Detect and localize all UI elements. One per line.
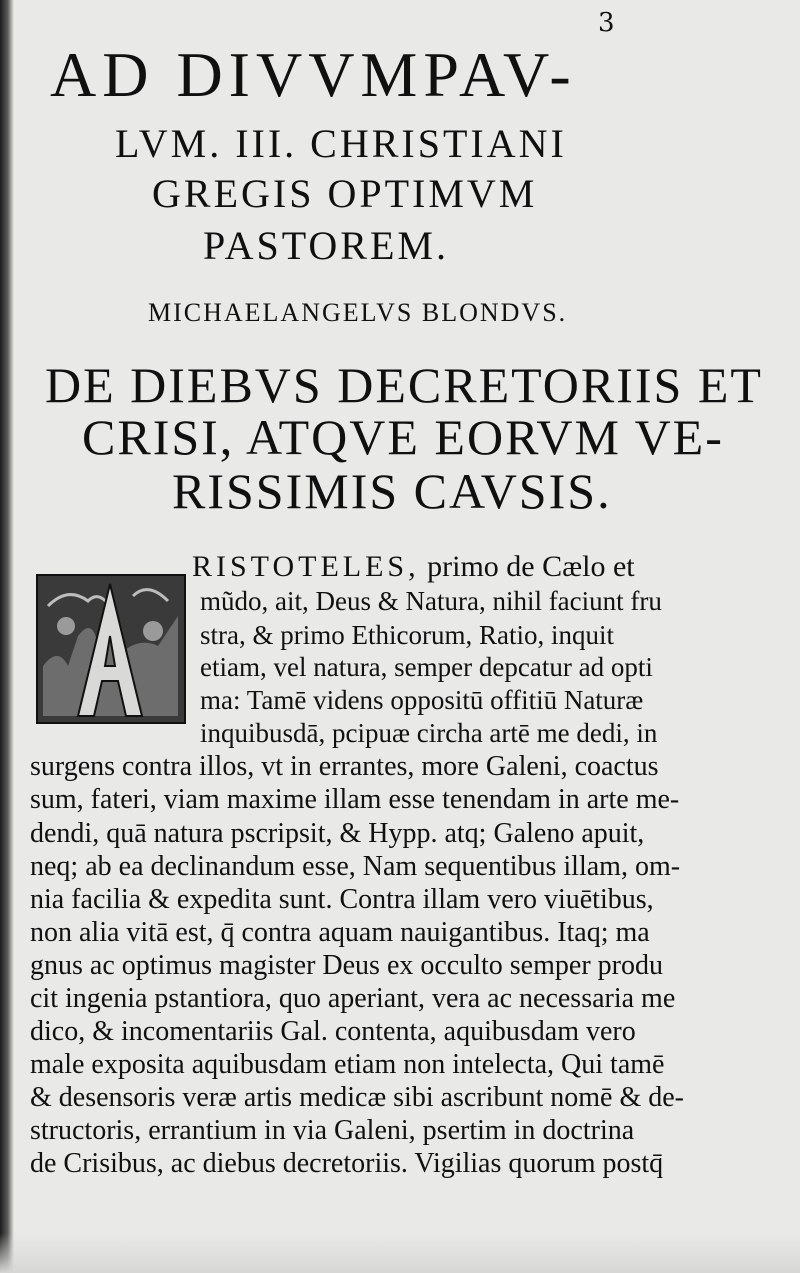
body-line: structoris, errantium in via Galeni, psertim in doctrina bbox=[30, 1115, 635, 1146]
heading-line-3: RISSIMIS CAVSIS. bbox=[172, 463, 612, 519]
body-line: surgens contra illos, vt in errantes, more Galeni, coactus bbox=[30, 751, 659, 782]
body-line: cit ingenia pstantiora, quo aperiant, vera ac necessaria me bbox=[30, 983, 676, 1014]
body-line: mũdo, ait, Deus & Natura, nihil faciunt fru bbox=[200, 586, 662, 616]
page-bottom-shade bbox=[0, 1233, 800, 1273]
body-line: inquibusdā, pcipuæ circha artē me dedi, in bbox=[200, 718, 658, 748]
author-line: MICHAELANGELVS BLONDVS. bbox=[148, 298, 568, 327]
body-first-rest: primo de Cælo et bbox=[419, 550, 635, 583]
title-line-1: AD DIVVMPAV- bbox=[50, 39, 577, 110]
body-line: ma: Tamē videns oppositū offitiū Naturæ bbox=[200, 685, 644, 715]
title-line-3: GREGIS OPTIMVM bbox=[152, 171, 538, 216]
body-line: etiam, vel natura, semper depcatur ad opti bbox=[200, 652, 653, 682]
body-first-caps: RISTOTELES, bbox=[192, 550, 420, 583]
woodcut-initial-A-icon bbox=[36, 574, 186, 724]
page-number: 3 bbox=[598, 8, 615, 38]
body-line: stra, & primo Ethicorum, Ratio, inquit bbox=[200, 620, 614, 650]
body-line: & desensoris veræ artis medicæ sibi ascribunt nomē & de- bbox=[30, 1082, 684, 1113]
heading-line-2: CRISI, ATQVE EORVM VE- bbox=[82, 409, 724, 465]
body-line: de Crisibus, ac diebus decretoriis. Vigilias quorum postq̄ bbox=[30, 1148, 664, 1179]
body-line: gnus ac optimus magister Deus ex occulto semper produ bbox=[30, 950, 663, 981]
heading-line-1: DE DIEBVS DECRETORIIS ET bbox=[45, 357, 763, 413]
body-line: male exposita aquibusdam etiam non intelecta, Qui tamē bbox=[30, 1049, 665, 1080]
body-line: nia facilia & expedita sunt. Contra illam vero viuētibus, bbox=[30, 884, 654, 915]
title-line-4: PASTOREM. bbox=[203, 223, 449, 268]
body-first-line bbox=[192, 550, 635, 584]
body-line: sum, fateri, viam maxime illam esse tenendam in arte me- bbox=[30, 784, 680, 815]
body-line: dendi, quā natura pscripsit, & Hypp. atq; Galeno apuit, bbox=[30, 818, 645, 849]
title-line-2: LVM. III. CHRISTIANI bbox=[115, 121, 567, 166]
body-line: dico, & incomentariis Gal. contenta, aquibusdam vero bbox=[30, 1016, 636, 1047]
body-line: non alia vitā est, q̄ contra aquam nauigantibus. Itaq; ma bbox=[30, 917, 650, 948]
body-line: neq; ab ea declinandum esse, Nam sequentibus illam, om- bbox=[30, 851, 681, 882]
